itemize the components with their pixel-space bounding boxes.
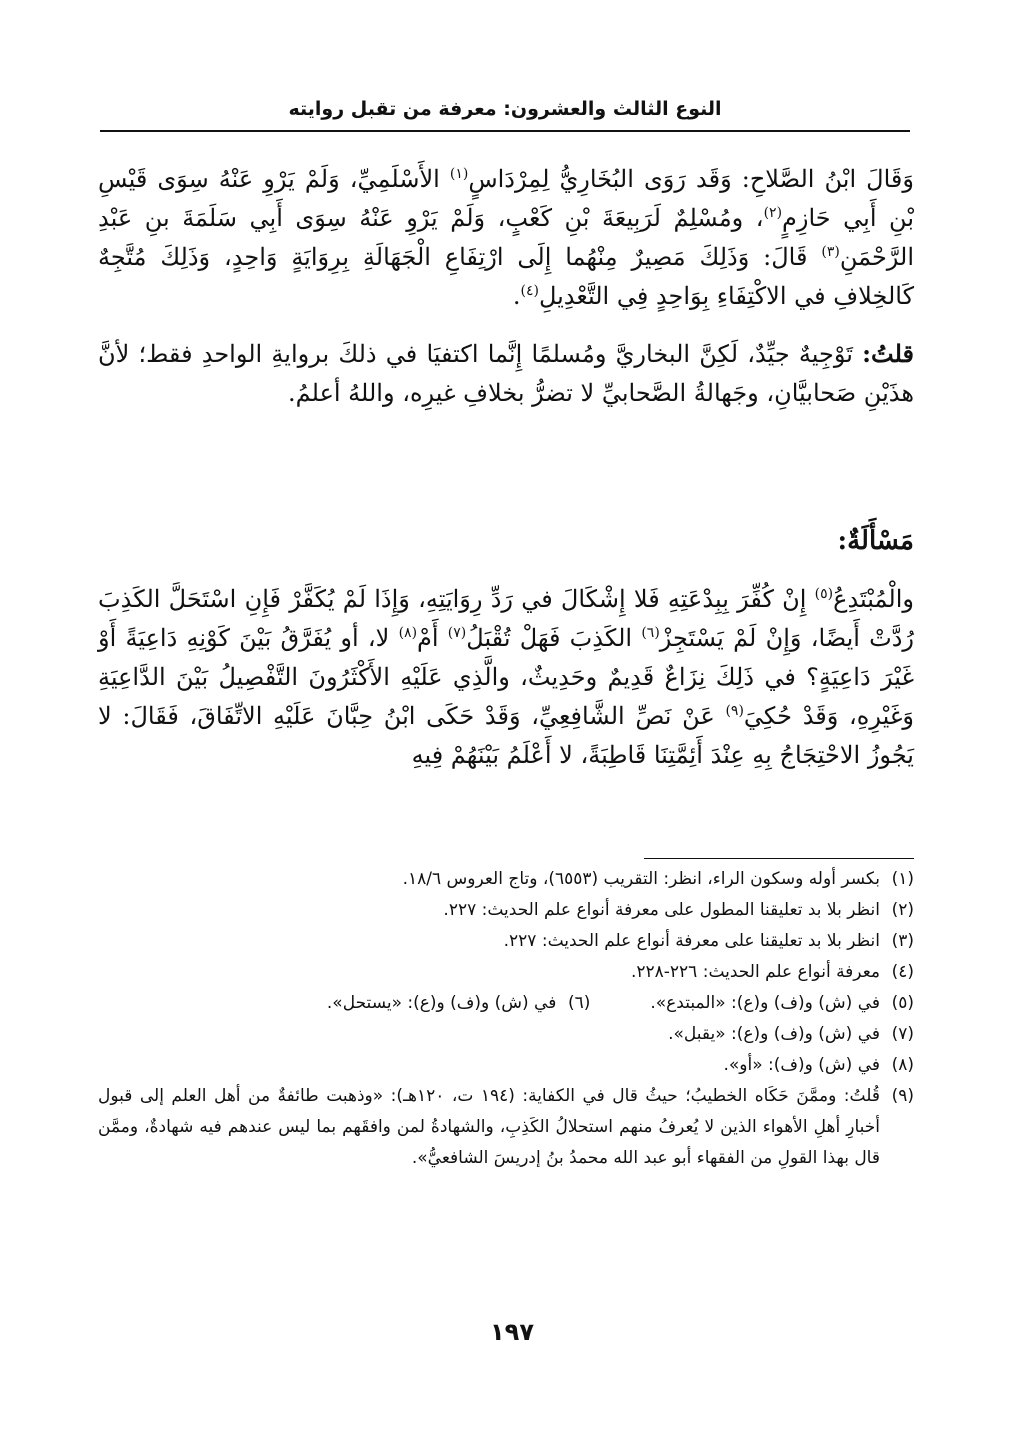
footnote-text: معرفة أنواع علم الحديث: ٢٢٦-٢٢٨. — [630, 962, 880, 982]
footnote-row-5-6 — [98, 988, 914, 1019]
footnote-number: (٨) — [891, 1055, 914, 1075]
footnote-6 — [327, 988, 590, 1019]
footnote-ref-7[interactable]: (٧) — [447, 625, 467, 641]
text-run: إِنْ كُفِّرَ بِبِدْعَتِهِ فَلا إِشْكَالَ في رَدِّ رِوَايَتِهِ، وَإِذَا لَمْ يُكَفَّرْ فَإِنِ اسْتَحَلَّ الكَذِبَ رُدَّتْ أَيضًا، وَإِنْ لَمْ يَسْتَجِزْ — [98, 585, 915, 652]
footnote-ref-8[interactable]: (٨) — [398, 625, 418, 641]
footnote-1 — [98, 864, 914, 895]
footnote-ref-2[interactable]: (٢) — [763, 205, 783, 221]
keyword-qultu: قلتُ: — [862, 339, 914, 368]
footnote-9 — [98, 1081, 914, 1174]
text-run: وَقَالَ ابْنُ الصَّلاحِ: وَقَد رَوَى البُخَارِيُّ لِمِرْدَاسٍ — [468, 165, 914, 193]
footnote-text: بكسر أوله وسكون الراء، انظر: التقريب (٦٥٥٣)، وتاج العروس ١٨/٦. — [402, 869, 880, 889]
footnote-number: (٦) — [567, 993, 591, 1013]
paragraph-ibn-salah — [98, 160, 914, 316]
paragraph-mubtadi — [98, 580, 914, 775]
text-run: قَالَ: وَذَلِكَ مَصِيرٌ مِنْهُما إِلَى ارْتِفَاعِ الْجَهَالَةِ بِرِوَايَةٍ وَاحِدٍ، وَذَلِكَ مُتَّجِهٌ كَالخِلافِ في الاكْتِفَاءِ بِوَاحِدٍ فِي التَّعْدِيلِ — [98, 243, 914, 310]
footnote-ref-5[interactable]: (٥) — [814, 586, 834, 602]
footnote-divider — [644, 858, 914, 859]
text-run: الأَسْلَمِيِّ، وَلَمْ يَرْوِ عَنْهُ سِوَى قَيْسِ بْنِ أَبِي حَازِمٍ — [98, 165, 915, 232]
footnote-text: في (ش) و(ف) و(ع): «يستحل». — [326, 993, 557, 1013]
footnote-7 — [98, 1019, 914, 1050]
text-run: والْمُبْتَدِعُ — [833, 585, 914, 613]
footnote-number: (٢) — [891, 900, 914, 920]
footnote-text: في (ش) و(ف): «أو». — [723, 1055, 880, 1075]
footnote-8 — [98, 1050, 914, 1081]
footnote-ref-3[interactable]: (٣) — [821, 244, 840, 260]
footnote-number: (٣) — [891, 931, 914, 951]
text-run: الكَذِبَ فَهَلْ تُقْبَلُ — [466, 624, 642, 652]
footnote-text: في (ش) و(ف) و(ع): «المبتدع». — [650, 993, 880, 1013]
text-run: ، ومُسْلِمٌ لَرَبِيعَةَ بْنِ كَعْبٍ، وَلَمْ يَرْوِ عَنْهُ سِوَى أَبِي سَلَمَةَ بنِ عَبْدِ الرَّحْمَنِ — [98, 204, 915, 271]
footnote-number: (٧) — [891, 1024, 914, 1044]
footnote-number: (٩) — [891, 1086, 914, 1106]
text-run: . — [512, 282, 521, 310]
main-text-upper — [98, 160, 914, 413]
footnote-3 — [98, 926, 914, 957]
footnote-number: (١) — [891, 869, 914, 889]
footnote-ref-1[interactable]: (١) — [449, 166, 469, 182]
main-text-lower — [98, 580, 914, 775]
footnote-text: في (ش) و(ف) و(ع): «يقبل». — [668, 1024, 880, 1044]
footnotes — [98, 864, 914, 1174]
text-run: أَمْ — [417, 624, 448, 652]
paragraph-qultu — [98, 334, 914, 413]
footnote-text: قُلتُ: وممَّنَ حَكَاه الخطيبُ؛ حيثُ قال في الكفاية: (١٩٤ ت، ١٢٠هـ): «وذهبت طائفةٌ من أهل العلم إلى قبول أخبارِ أهلِ الأهواء الذين لا يُعرفُ منهم استحلالُ الكَذِبِ، والشهادةُ لمن وافقَهم بما ليس عندهم فيه شهادةٌ، وممَّن قال بهذا القولِ من الفقهاء أبو عبد الله محمدُ بنُ إدريسَ الشافعيُّ». — [98, 1086, 880, 1168]
page-number: ١٩٧ — [490, 1318, 534, 1346]
section-heading: مَسْأَلَةٌ: — [837, 526, 914, 556]
text-run: لا، أو يُفَرَّقُ بَيْنَ كَوْنِهِ دَاعِيَةً أَوْ غَيْرَ دَاعِيَةٍ؟ في ذَلِكَ نِزَاعٌ قَدِيمٌ وحَدِيثٌ، والَّذِي عَلَيْهِ الأَكْثَرُونَ التَّفْصِيلُ بَيْنَ الدَّاعِيَةِ وَغَيْرِهِ، وَقَدْ حُكِيَ — [98, 624, 914, 730]
text-run: تَوْجِيهٌ جيِّدٌ، لَكِنَّ البخاريَّ ومُسلمًا إِنَّما اكتفيَا في ذلكَ بروايةِ الواحدِ فقط؛ لأنَّ هذَيْنِ صَحابيَّانِ، وجَهالةُ الصَّحابيِّ لا تضرُّ بخلافِ غيرِه، واللهُ أعلمُ. — [98, 340, 914, 407]
footnote-text: انظر بلا بد تعليقنا المطول على معرفة أنواع علم الحديث: ٢٢٧. — [443, 900, 880, 920]
footnote-ref-4[interactable]: (٤) — [520, 283, 539, 299]
footnote-text: انظر بلا بد تعليقنا على معرفة أنواع علم الحديث: ٢٢٧. — [503, 931, 880, 951]
running-header: النوع الثالث والعشرون: معرفة من تقبل روايته — [100, 98, 910, 132]
footnote-ref-6[interactable]: (٦) — [641, 625, 660, 641]
footnote-ref-9[interactable]: (٩) — [725, 703, 744, 719]
footnote-number: (٤) — [891, 962, 914, 982]
footnote-2 — [98, 895, 914, 926]
footnote-5 — [650, 988, 914, 1019]
text-run: عَنْ نَصِّ الشَّافِعِيِّ، وَقَدْ حَكَى ابْنُ حِبَّانَ عَلَيْهِ الاتِّفَاقَ، فَقَالَ: لا يَجُوزُ الاحْتِجَاجُ بِهِ عِنْدَ أَئِمَّتِنَا قَاطِبَةً، لا أَعْلَمُ بَيْنَهُمْ فِيهِ — [98, 702, 914, 769]
footnote-4 — [98, 957, 914, 988]
footnote-number: (٥) — [891, 993, 914, 1013]
